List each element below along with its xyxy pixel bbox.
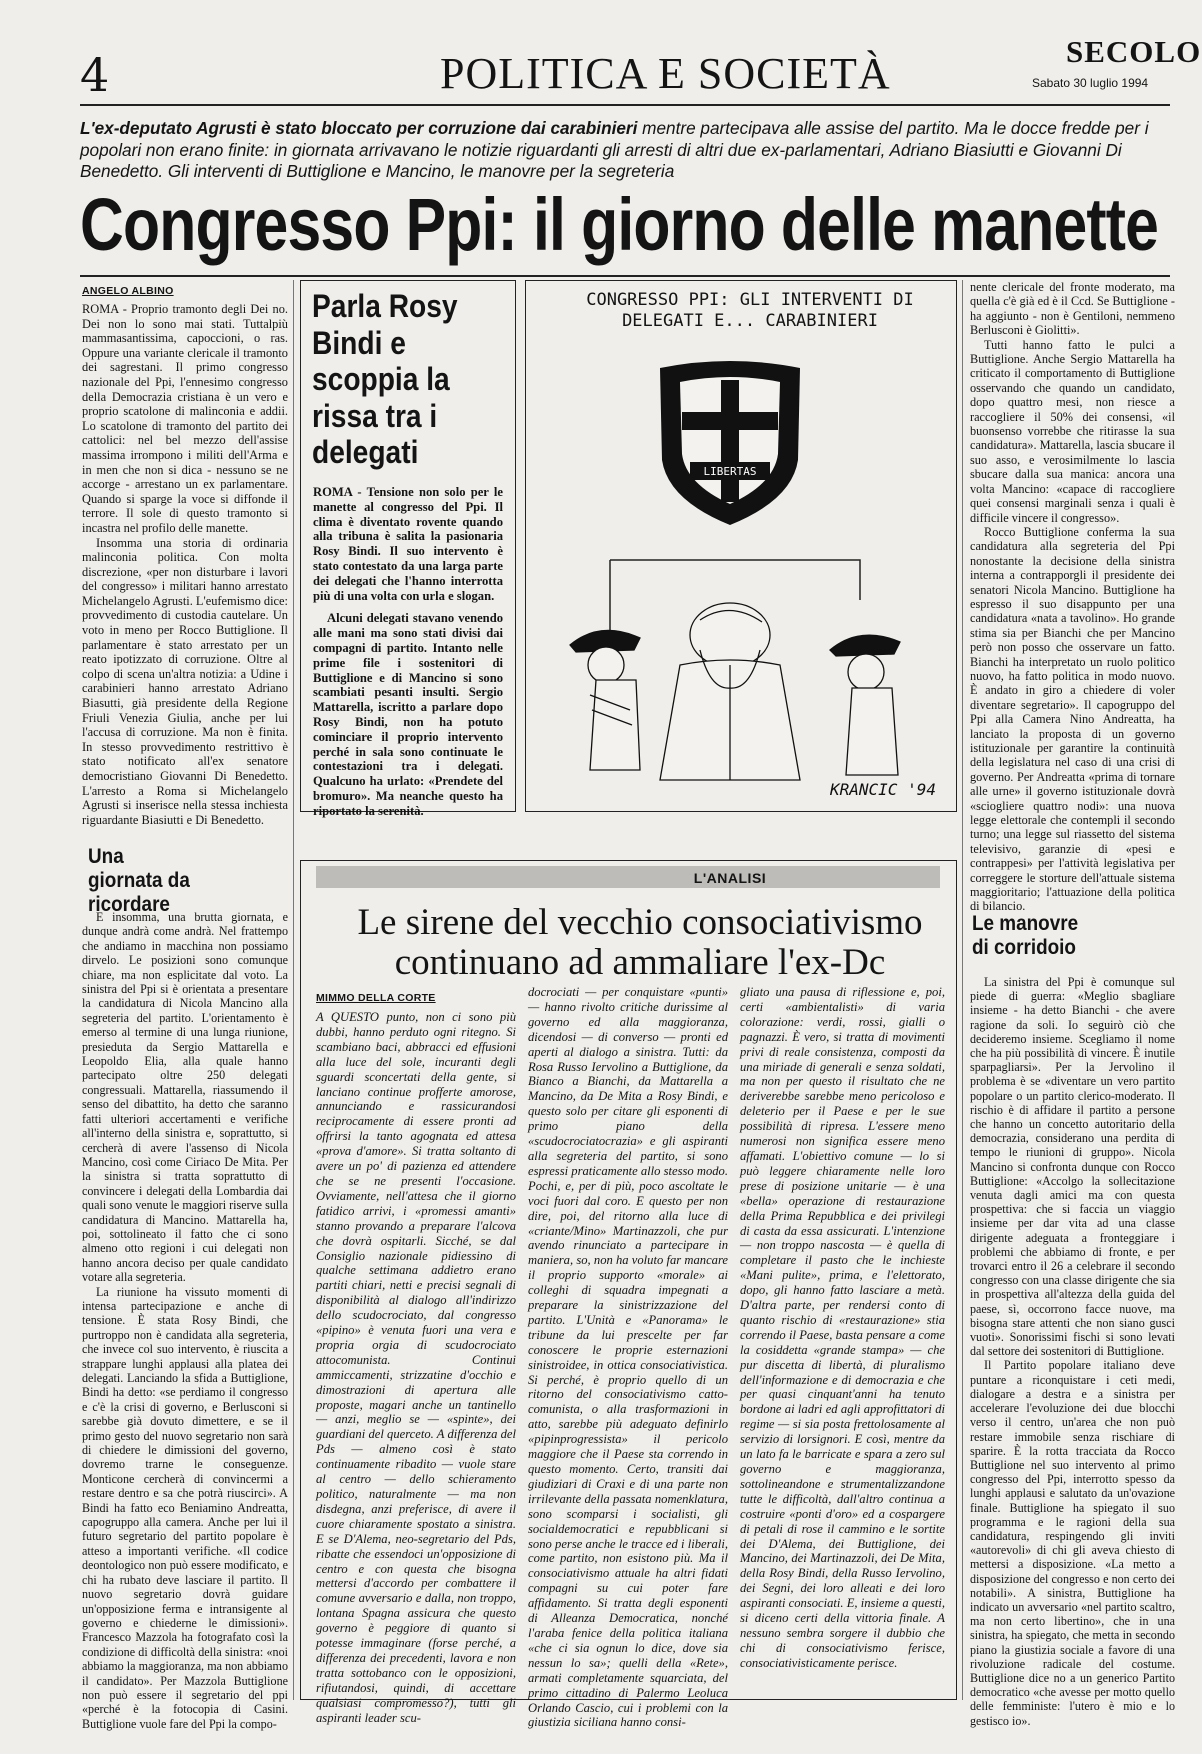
- section-title: POLITICA E SOCIETÀ: [440, 49, 891, 98]
- cartoon-drawing: [530, 350, 950, 805]
- kicker: [80, 118, 1170, 183]
- left-carabiniere: [570, 630, 640, 770]
- page-number: 4: [80, 48, 110, 102]
- right-column-text-2: [970, 975, 1175, 1728]
- bindi-paragraph-2: Alcuni delegati stavano venendo alle mani ma sono stati divisi dai compagni di partito. Intanto nelle prime file i sostenitori di Buttiglione e di Mancino si sono scambiati pesanti insulti. Sergio Mattarella, iscritto a parlare dopo Rosy Bindi, non ha potuto cominciare il proprio intervento perché in sala sono continuate le contestazioni tra i delegati. Qualcuno ha urlato: «Prendete del bromuro». Ma neanche questo ha riportato la serenità.: [313, 611, 503, 818]
- issue-date: Sabato 30 luglio 1994: [1032, 76, 1149, 90]
- analisi-paragraph-2: docrociati — per conquistare «punti» — hanno rivolto critiche durissime al governo ed alla maggioranza, dicendosi — di converso — pronti ed aperti al dialogo a sinistra. Tutti: da Rosa Russo Iervolino a Buttiglione, da Bianco a Bianchi, da Mattarella a Mancino, da De Mita a Rosy Bindi, e questo solo per citare gli esponenti di primo piano della «scudocrociatocrazia» e gli aspiranti alla segreteria del partito, si sono espressi praticamente allo stesso modo. Pochi, e, per di più, poco ascoltate le voci fuori dal coro. E questo per non dire, poi, del ritorno alla luce di «criante/Mino» Martinazzoli, che pur avendo rinunciato a partecipare in maniera, so, non ha voluto far mancare il proprio supporto «morale» ai colleghi di squadra impegnati a preparare la sinistrizzazione del partito. L'Unità e «Panorama» le tribune da lui prescelte per far conoscere le proprie esternazioni sinistroidee, in ottica consociativistica. Si perché, è proprio quello di un ritorno del consociativismo catto-comunista, o alla trasformazioni in atto, sarebbe più adeguato definirlo «pipinprogressista» il pericolo maggiore che il Paese sta correndo in questo momento. Certo, transiti dai giudiziari di Craxi e di una parte non irrilevante della passata nomenklatura, sono scomparsi i socialisti, gli socialdemocratici e repubblicani si sono perse anche le tracce ed i liberali, come partito, non esistono più. Ma il consociativismo attuale ha altri fidati compagni su cui poter fare affidamento. Si tratta degli esponenti di Alleanza Democratica, nonché l'araba fenice della politica italiana «che ci sia ognun lo dice, dove sia nessun lo sa»; quelli della «Rete», armati completamente squarciata, del primo cittadino di Palermo Leoluca Orlando Cascio, cui i problemi con la giustizia siciliana hanno consi-: [528, 985, 728, 1730]
- shield-text: LIBERTAS: [703, 465, 757, 478]
- subhead-manovre: Le manovre di corridoio: [972, 912, 1079, 959]
- analisi-label: L'ANALISI: [693, 870, 767, 886]
- main-paragraph-1: ROMA - Proprio tramonto degli Dei no. Dei non lo sono mai stati. Tuttalpiù mammasantissima, capoccioni, o ras. Oppure una variante clericale il tramonto dei sagrestani. Il primo congresso nazionale del Ppi, l'ennesimo congresso della Democrazia cristiana è un vero e proprio scatolone di malinconia e addii. Lo scatolone di tramonto del partito dei cattolici: nel bel mezzo dell'assise massima irrompono i militi dell'Arma e in men che non si dica - nessuno se ne accorge - arrestano un ex parlamentare. Quando si sparge la voce si diffonde il terrore. Il sole di questo tramonto si incastra nel profilo delle manette.: [82, 302, 288, 535]
- right-paragraph-1: nente clericale del fronte moderato, ma quella c'è già ed è il Ccd. Se Buttiglione - ha aggiunto - non è Gentiloni, nemmeno Berlusconi è Giolitti».: [970, 280, 1175, 338]
- main-paragraph-3: E insomma, una brutta giornata, e dunque andrà come andrà. Nel frattempo che andiamo in macchina non possiamo dirvelo. Le posizioni sono comunque chiare, ma non esplicitate dal voto. La sinistra del Ppi si è orientata a presentare la candidatura di Nicola Mancino alla segreteria del partito. L'orientamento è emerso al termine di una lunga riunione, presieduta da Sergio Mattarella e Leopoldo Elia, alla quale hanno partecipato oltre 250 delegati congressuali. Mattarella, riassumendo il senso del dibattito, ha detto che saranno fatti ulteriori accertamenti e verifiche all'interno della sinistra e, soprattutto, si cercherà di avere l'assenso di Nicola Mancino, così come Ciriaco De Mita. Per la sinistra si tratta soprattutto di convincere i delegati della Lombardia dai quali sono venute le maggiori riserve sulla candidatura di Mancino. Mattarella ha, poi, sottolineato il fatto che ci sono almeno otto regioni i cui delegati non hanno ancora deciso per quale candidato votare alla segreteria.: [82, 910, 288, 1285]
- analisi-column-3: [740, 985, 945, 1671]
- analisi-byline: MIMMO DELLA CORTE: [316, 992, 436, 1004]
- analisi-paragraph-3: gliato una pausa di riflessione e, poi, certi «ambientalisti» di varia colorazione: verdi, rossi, gialli o pagnazzi. È vero, si tratta di movimenti privi di reale consistenza, composti da una miriade di generali e senza soldati, ma non per questo il risultato che ne deriverebbe sarebbe meno pericoloso e deleterio per il Paese e per le sue possibilità di ripresa. L'essere meno numerosi non significa essere meno affamati. L'obiettivo comune — lo si può leggere chiaramente nelle loro prese di posizione unitarie — è una «bella» operazione di restaurazione della Prima Repubblica e dei privilegi di casta da essa assicurati. L'intenzione — non troppo nascosta — è quella di completare il pasto che le inchieste «Mani pulite», prima, e l'elettorato, dopo, gli hanno fatto lasciare a metà. D'altra parte, per rendersi conto di quanto rischio di «restaurazione» stia correndo il Paese, basta pensare a come la cosiddetta «grande stampa» — che pur discetta di libertà, di pluralismo dell'informazione e di democrazia e che per quasi cinquant'anni ha tenuto bordone ai ladri ed agli approfittatori di regime — si sia posta frettolosamente al servizio di lorsignori. E così, mentre da un lato fa le barricate e spara a zero sul governo e maggioranza, sottolineandone e strumentalizzandone tutte le difficoltà, dall'altro continua a costruire «ponti d'oro» ed a cospargere di petali di rose il cammino e le sortite dei D'Alema, dei Buttiglione, dei Mancino, dei Martinazzoli, dei De Mita, della Rosy Bindi, della Russo Iervolino, dei Segni, dei loro alleati e dei loro aspiranti consociati. E, insieme a questi, si diceno certi della vittoria finale. A nessuno sembra sorgere il dubbio che chi di consociativismo ferisce, consociativisticamente perisce.: [740, 985, 945, 1670]
- newspaper-logo: SECOLO: [1066, 34, 1202, 69]
- cartoon-caption: CONGRESSO PPI: GLI INTERVENTI DI DELEGATI E... CARABINIERI: [586, 290, 914, 331]
- column-rule-right: [962, 280, 963, 1700]
- right-paragraph-3: Rocco Buttiglione conferma la sua candidatura alla segreteria del Ppi nonostante la decisione della sinistra interna a contrapporgli il presidente dei senatori Nicola Mancino. Buttiglione ha espresso il suo disappunto per una candidatura «nata a tavolino». Ho grande stima sia per Bianchi che per Mancino però non posso che osservare un fatto. Bianchi ha interpretato un ruolo politico nuovo, ha fatto politica in modo nuovo. È andato in giro a chiedere di voler diventare segretario». Il capogruppo del Ppi alla Camera Nino Andreatta, ha lanciato la proposta di un governo istituzionale per garantire la continuità della legislatura nel caso di una crisi di governo. Per Andreatta «prima di tornare alle urne» il governo istituzionale dovrà «sciogliere quattro nodi»: una nuova legge elettorale che contempli il secondo turno; una legge sul riassetto del sistema televisivo, garanzie di «pesi e contrappesi» per l'attività legislativa per correggere le storture dell'attuale sistema maggioritario; l'attuazione della politica di bilancio.: [970, 524, 1175, 914]
- column-rule-left: [293, 280, 294, 1700]
- main-headline: Congresso Ppi: il giorno delle manette: [80, 183, 1159, 266]
- analisi-column-1: [316, 1010, 516, 1725]
- bindi-paragraph-1: ROMA - Tensione non solo per le manette al congresso del Ppi. Il clima è diventato rovente quando alla tribuna è salita la pasionaria Rosy Bindi. Il suo intervento è stato contestato da una larga parte dei delegati che l'hanno interrotta più di una volta con urla e slogan.: [313, 485, 503, 603]
- arrested-delegate: [660, 603, 800, 780]
- bindi-title: Parla Rosy Bindi e scoppia la rissa tra i delegati: [312, 288, 458, 470]
- right-paragraph-5: Il Partito popolare italiano deve puntare a riconquistare i ceti medi, dialogare a destra e a sinistra per accelerare l'evoluzione dei due blocchi verso il centro, un'area che non può restare immobile senza rischiare di sparire. È la rotta tracciata da Rocco Buttiglione nel suo intervento al primo congresso del Ppi, interrotto spesso da lunghi applausi e salutato da un'ovazione finale. Buttiglione ha spiegato il suo programma e le ragioni della sua candidatura, respingendo gli inviti «autorevoli» di chi gli aveva chiesto di mettersi a disposizione. «La metto a disposizione del congresso e non certo dei notabili». A sinistra, Buttiglione ha indicato un avversario «nel partito scaltro, ma non certo libertino», che in una sinistra, ha spiegato, che metta in secondo piano la giustizia sociale a favore di una rivoluzione radicale del costume. Buttiglione dice no a un generico Partito democratico «che avesse per motto quello delle femministe: l'utero è mio e lo gestisco io».: [970, 1358, 1175, 1728]
- kicker-rest: mentre partecipava alle assise del partito. Ma le docce fredde per i popolari non erano finite: in giornata arrivavano le notizie riguardanti gli arresti di altri due ex-parlamentari, Adriano Biasiutti e Giovanni Di Benedetto. Gli interventi di Buttiglione e Mancino, le manovre per la segreteria: [80, 118, 1149, 181]
- main-article-column-2: [82, 910, 288, 1731]
- right-paragraph-4: La sinistra del Ppi è comunque sul piede di guerra: «Meglio sbagliare insieme - ha detto Bianchi - che avere ragione da soli. Io seguirò ciò che decideremo insieme. Scegliamo il nome che ha più possibilità di vincere. È inutile sparpagliarsi». Per la Jervolino il problema è se «diventare un vero partito popolare o un partito clerico-moderato. Il rischio è di affidare il partito a persone che hanno un concetto autoritario della democrazia, considerano una perdita di tempo le riunioni di gruppo». Nicola Mancino si confronta dunque con Rocco Buttiglione: «Accolgo la sollecitazione venuta dagli amici ma con questa prospettiva: che si faccia un viaggio insieme per dar vita ad una classe dirigente adeguata a fronteggiare i problemi che abbiamo di fronte, e per trovarci entro il 26 a celebrare il secondo congresso con una classe dirigente che sia in prospettiva all'altezza della guida del paese, sì, occorrono facce nuove, ma bisogna stare attenti che non siano gusci vuoti». Sonorissimi fischi si sono levati dal settore dei sostenitori di Buttiglione.: [970, 975, 1175, 1359]
- right-column-text: [970, 280, 1175, 914]
- analisi-title: Le sirene del vecchio consociativismo continuano ad ammaliare l'ex-Dc: [357, 902, 923, 983]
- headline-rule: [80, 275, 1170, 277]
- main-paragraph-2: Insomma una storia di ordinaria malinconia politica. Con molta discrezione, «per non disturbare i lavori del congresso» i militari hanno arrestato Michelangelo Agrusti. L'eufemismo dice: provvedimento di custodia cautelare. Un voto in meno per Rocco Buttiglione. Il parlamentare è stato arrestato per un reato ipotizzato di corruzione. Oltre al colpo di scena un'altra notizia: a Udine i carabinieri hanno arrestato Adriano Biasutti, già presidente della Regione Friuli Venezia Giulia, anche per lui l'accusa di corruzione. Ma non è finita. In stesso provvedimento restrittivo è stato notificato all'ex senatore democristiano Giovanni Di Benedetto. L'arresto a Roma si Michelangelo Agrusti si inserisce nella stessa inchiesta riguardante Biasiutti e Di Benedetto.: [82, 535, 288, 827]
- bindi-text: [313, 485, 503, 819]
- kicker-bold: L'ex-deputato Agrusti è stato bloccato per corruzione dai carabinieri: [80, 118, 638, 138]
- right-paragraph-2: Tutti hanno fatto le pulci a Buttiglione. Anche Sergio Mattarella ha criticato il comportamento di Buttiglione osservando che quando un candidato, dopo quattro mesi, non riesce a raccogliere il 50% dei consensi, «il buonsenso vorrebbe che ritirasse la sua candidatura». Mattarella, lascia sbucare il suo asso, e verosimilmente lo lascia sbucare dalla sua manica: ancora una volta Mancino: «capace di raccogliere quei consensi marginali senza i quali è difficile vincere il congresso».: [970, 337, 1175, 525]
- main-paragraph-4: La riunione ha vissuto momenti di intensa partecipazione e anche di tensione. È stata Rosy Bindi, che purtroppo non è candidata alla segreteria, che invece col suo intervento, è riuscita a strappare lunghi applausi alla platea dei delegati. Lanciando la sfida a Buttiglione, Bindi ha detto: «se perdiamo il congresso e c'è la crisi di governo, e Berlusconi si sarebbe già dovuto dimettere, e se il primo gesto del nuovo segretario non sarà di chiedere le dimissioni del governo, dovremo trarne le conseguenze. Monticone cercherà di convincermi a restare dentro e sa che potrà riuscirci». A Bindi ha fatto eco Beniamino Andreatta, capogruppo alla camera. Anche per lui il futuro segretario del partito popolare è atteso a importanti verifiche. «Il codice deontologico non può essere modificato, e chi ha rubato deve lasciare il partito. Il nuovo segretario dovrà guidare un'opposizione ferma e intransigente al governo e chiederne le dimissioni». Francesco Mazzola ha fotografato così la condizione di difficoltà della sinistra: «noi abbiamo la maggioranza, ma non abbiamo il candidato». Per Mazzola Buttiglione non può essere il segretario del ppi «perché è la fotocopia di Casini. Buttiglione vuole fare del Ppi la compo-: [82, 1284, 288, 1731]
- main-byline: ANGELO ALBINO: [82, 285, 174, 297]
- main-article-column: [82, 302, 288, 827]
- masthead-rule: [80, 104, 1170, 106]
- analisi-column-2: [528, 985, 728, 1730]
- cartoon-signature: KRANCIC '94: [830, 780, 936, 799]
- analisi-paragraph-1: A QUESTO punto, non ci sono più dubbi, hanno perduto ogni ritegno. Si scambiano baci, abbracci ed effusioni alla luce del sole, incuranti degli sguardi sconcertati della gente, si lanciano continue profferte amorose, annunciando e rassicurandosi reciprocamente di essere pronti ad offrirsi la tanto agognata ed attesa «prova d'amore». Si tratta soltanto di avere un po' di pazienza ed attendere che se ne presenti l'occasione. Ovviamente, nell'attesa che il giorno fatidico arrivi, i «promessi amanti» stanno provando a preparare l'alcova che dovrà ospitarli. Sicché, se dal Consiglio nazionale pidiessino di qualche settimana addietro erano partiti chiari, netti e precisi segnali di disponibilità al dialogo all'indirizzo dello scudocrociato, dal congresso «pipino» è venuta fuori una vera e propria orgia di scudocrociato attocomunista. Continui ammiccamenti, strizzatine d'occhio e dimostrazioni di apertura alle proposte, magari anche un tantinello — anzi, meglio se — «spinte», dei guardiani del querceto. A differenza del Pds — almeno così è stato continuamente ribadito — vuole stare al centro — dello schieramento politico, naturalmente — ma non disdegna, anzi preferisce, di avere il cuore chiaramente spostato a sinistra. E se D'Alema, neo-segretario del Pds, ribatte che essendoci un'opposizione di centro e con questa che bisogna mettersi d'accordo per combattere il comune avversario e dalla, non troppo, lontana Spagna assicura che questo governo è peggiore di quanto si potesse immaginare (forse perché, a differenza dei precedenti, lavora e non tratta sottobanco con le opposizioni, rifiutandosi, quindi, di accettare qualsiasi compromesso?), tutti gli aspiranti leader scu-: [316, 1010, 516, 1725]
- subhead-giornata: Una giornata da ricordare: [88, 845, 190, 916]
- right-carabiniere: [830, 635, 900, 775]
